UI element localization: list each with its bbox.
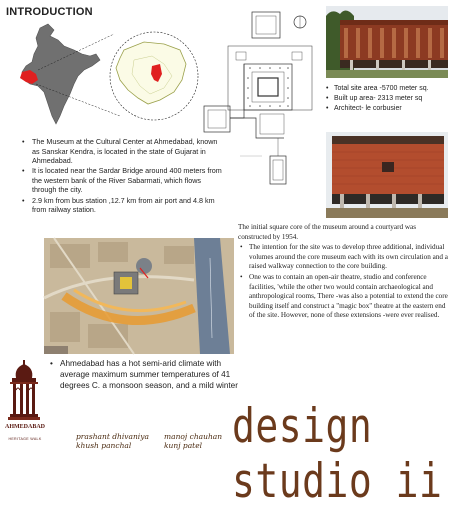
intro-distances: • 2.9 km from bus station ,12.7 km from air port and 4.8 km from railway station.: [20, 196, 225, 215]
intro-bridge: • It is located near the Sardar Bridge around 400 meters from the western bank of the River Sabarmati, which flows through the city.: [20, 166, 225, 195]
intro-location: • The Museum at the Cultural Center at Ahmedabad, known as Sanskar Kendra, is located in the state of Gujarat in Ahmedabad.: [20, 137, 225, 166]
climate-text: • Ahmedabad has a hot semi-arid climate with average maximum summer temperatures of 41 degrees C. a monsoon season, and a mild winter: [50, 358, 250, 391]
location-map: [4, 20, 204, 130]
logo-name: [2, 424, 48, 431]
fact-built-up-area: • Built up area- 2313 meter sq: [326, 94, 450, 104]
student-name: khush panchal: [76, 441, 132, 450]
logo-name-line: AHMEDABAD: [5, 424, 45, 430]
climate-note: [50, 358, 250, 391]
student-name: prashant dhivaniya: [76, 432, 149, 441]
design-studio-title: design studio ii: [232, 398, 443, 508]
fact-architect: • Architect- le corbusier: [326, 104, 450, 114]
history-text: [238, 223, 450, 322]
history-first-line: The initial square core of the museum around a courtyard was constructed by 1954.: [238, 223, 417, 241]
student-name: kunj patel: [164, 441, 203, 450]
student-name: manoj chauhan: [164, 432, 223, 441]
logo-subtitle: HERITAGE WALK: [8, 437, 42, 441]
fact-site-area: • Total site area -5700 meter sq.: [326, 84, 450, 94]
site-context-map: [44, 238, 234, 354]
history-point-intention: • The intention for the site was to develop three additional, individual volumes around the core museum each with its own circulation and a raised walkway connection to the core building.: [238, 243, 450, 272]
intro-bullet-list: [20, 137, 225, 215]
history-point-extensions: • One was to contain an open-air theatre, studio and conference facilities, 'while the other two would contain archaeological and anthropological rooms, There -was also a potential to extend the core building itself and construct a "magic box" theatre at the eastern end of the site. However, none of these extensions -were ever realised.: [238, 273, 450, 321]
site-facts-list: [326, 84, 450, 114]
museum-photo-exterior: [326, 6, 448, 78]
museum-photo-facade: [326, 132, 448, 218]
page-title: INTRODUCTION: [6, 6, 93, 18]
